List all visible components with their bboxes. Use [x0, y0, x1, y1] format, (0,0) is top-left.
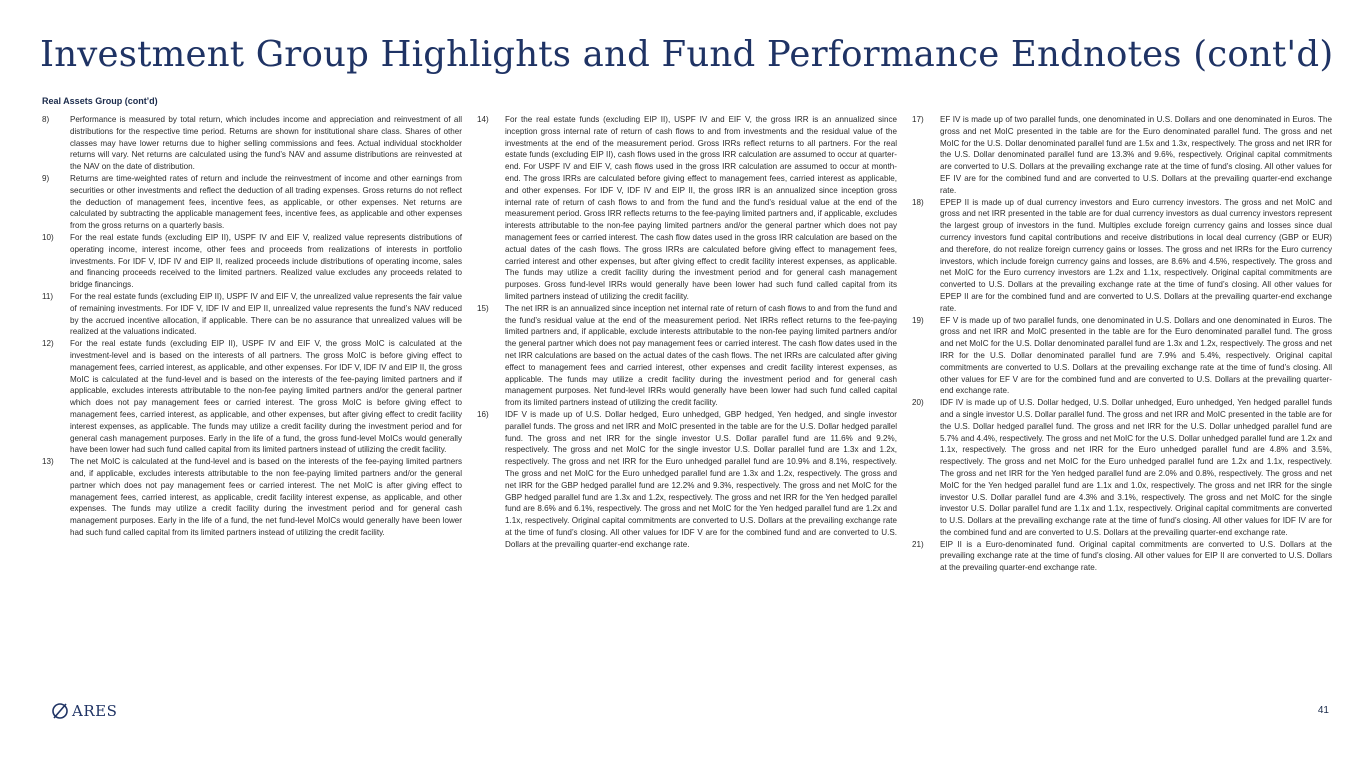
endnote-number: 17) — [912, 115, 924, 124]
endnote — [42, 114, 462, 173]
endnote — [42, 291, 462, 338]
endnote-number: 21) — [912, 539, 924, 549]
endnote-text: EIP II is a Euro-denominated fund. Original capital commitments are converted to U.S. Dollars at the prevailing exchange rate at the time of fund’s closing. All other values for EIP II are converted to U.S. Dollars at the prevailing quarter-end exchange rate. — [940, 539, 1332, 573]
endnote-number: 14) — [477, 115, 489, 124]
endnote-number: 19) — [912, 315, 924, 325]
endnote-number: 8) — [42, 115, 50, 124]
endnote — [912, 539, 1332, 574]
endnote-number: 18) — [912, 197, 924, 207]
endnote-text: Performance is measured by total return, which includes income and appreciation and reinvestment of all distributions for the respective time period. Returns are shown for institutional share class. Shares of other classes may have lower returns due to higher selling commissions and fees. Actual individual stockholder returns will vary. Net returns are calculated using the fund’s NAV and assume distributions are reinvested at the NAV on the date of distribution. — [70, 115, 462, 172]
ares-mark-icon — [50, 701, 70, 721]
endnote-number: 9) — [42, 173, 50, 183]
endnote — [42, 456, 462, 539]
endnote-text: Returns are time-weighted rates of return and include the reinvestment of income and other earnings from securities or other investments and reflect the deduction of all trading expenses. Gross returns do not reflect the deduction of management fees, incentive fees, as applicable, or other expenses. Net returns are calculated by subtracting the applicable management fees, incentive fees, as applicable and other expenses from the gross returns on a quarterly basis. — [70, 173, 462, 231]
endnote — [912, 397, 1332, 539]
endnote-number: 15) — [477, 303, 489, 313]
endnote-number: 11) — [42, 291, 54, 301]
endnotes-column-1 — [42, 114, 462, 539]
endnote-text: For the real estate funds (excluding EIP II), USPF IV and EIF V, realized value represents distributions of operating income, interest income, other fees and proceeds from realizations of interests in portfolio investments. For IDF V, IDF IV and EIP II, realized proceeds include distributions of operating income, sales and financing proceeds received to the limited partners. Realized value excludes any proceeds related to bridge financings. — [70, 232, 462, 290]
endnote — [477, 303, 897, 409]
endnote — [477, 409, 897, 551]
endnotes-column-3 — [912, 114, 1332, 574]
endnote-text: EF V is made up of two parallel funds, one denominated in U.S. Dollars and one denominated in Euros. The gross and net IRR and MoIC presented in the table are for the Euro denominated parallel fund. The gross and net MoIC for the U.S. Dollar denominated parallel fund are 1.3x and 1.2x, respectively. The gross and net IRR for the U.S. Dollar denominated parallel fund are 7.9% and 5.4%, respectively. Original capital commitments are converted to U.S. Dollars at the prevailing exchange rate at the time of fund’s closing. All other values for EF V are for the combined fund and are converted to U.S. Dollars at the prevailing quarter-end exchange rate. — [940, 315, 1332, 396]
endnote-text: The net MoIC is calculated at the fund-level and is based on the interests of the fee-paying limited partners and, if applicable, excludes interests attributable to the non fee-paying limited partners and/or the general partner which does not pay management fees or carried interest. The net MoIC is after giving effect to management fees, carried interest, as applicable, credit facility interest expense, as applicable, and other expenses. The funds may utilize a credit facility during the investment period and for general cash management purposes. Early in the life of a fund, the net fund-level MoICs would generally have been lower had such fund called capital from its limited partners instead of utilizing the credit facility. — [70, 457, 462, 537]
endnote — [912, 197, 1332, 315]
section-subtitle: Real Assets Group (cont’d) — [42, 96, 158, 106]
page-number: 41 — [1317, 705, 1329, 716]
endnote-text: IDF IV is made up of U.S. Dollar hedged, U.S. Dollar unhedged, Euro unhedged, Yen hedged parallel funds and a single investor U.S. Dollar parallel fund. The gross and net IRR and MoIC presented in the table are for the U.S. Dollar hedged parallel fund. The gross and net IRR for the U.S. Dollar unhedged parallel fund are 5.7% and 4.4%, respectively. The gross and net MoIC for the U.S. Dollar unhedged parallel fund are 1.2x and 1.1x, respectively. The gross and net IRR for the Euro unhedged parallel fund are 4.8% and 3.5%, respectively. The gross and net MoIC for the Euro unhedged parallel fund are 1.2x and 1.1x, respectively. The gross and net IRR for the Yen hedged parallel fund are 2.0% and 0.8%, respectively. The gross and net MoIC for the Yen hedged parallel fund are 1.1x and 1.0x, respectively. The gross and net IRR for the single investor U.S. Dollar parallel fund are 4.3% and 3.1%, respectively. The gross and net MoIC for the single investor U.S. Dollar parallel fund are 1.1x and 1.1x, respectively. Original capital commitments are converted to U.S. Dollars at the prevailing exchange rate at the time of fund’s closing. All other values for IDF IV are for the combined fund and are converted to U.S. Dollars at the prevailing quarter-end exchange rate. — [940, 398, 1332, 537]
endnote — [477, 114, 897, 303]
endnote-number: 16) — [477, 409, 489, 419]
endnote-number: 12) — [42, 339, 54, 349]
endnote-text: EF IV is made up of two parallel funds, one denominated in U.S. Dollars and one denominated in Euros. The gross and net MoIC presented in the table are for the Euro denominated parallel fund. The gross and net MoIC for the U.S. Dollar denominated parallel fund are 1.5x and 1.3x, respectively. The gross and net IRR for the U.S. Dollar denominated parallel fund are 13.3% and 9.6%, respectively. Original capital commitments are converted to U.S. Dollars at the prevailing exchange rate at the time of fund’s closing. All other values for EF IV are for the combined fund and are converted to U.S. Dollars at the prevailing quarter-end exchange rate. — [940, 115, 1332, 195]
endnote-text: EPEP II is made up of dual currency investors and Euro currency investors. The gross and net MoIC and gross and net IRR presented in the table are for dual currency investors as dual currency investors represent the largest group of investors in the fund. Multiples exclude foreign currency gains and losses since dual currency investors fund capital contributions and receive distributions in local deal currency (GBP or EUR) and therefore, do not realize foreign currency gains or losses. The gross and net IRRs for the Euro currency investors, which include foreign currency gains and losses, are 8.6% and 4.5%, respectively. The gross and net MoIC for the Euro currency investors are 1.2x and 1.1x, respectively. Original capital commitments are converted to U.S. Dollars at the prevailing exchange rate at the time of fund’s closing. All other values for EPEP II are for the combined fund and are converted to U.S. Dollars at the prevailing quarter-end exchange rate. — [940, 197, 1332, 313]
endnote — [912, 114, 1332, 197]
endnote-text: IDF V is made up of U.S. Dollar hedged, Euro unhedged, GBP hedged, Yen hedged, and single investor parallel funds. The gross and net IRR and MoIC presented in the table are for the U.S. Dollar hedged parallel fund. The gross and net IRR for the single investor U.S. Dollar parallel fund are 11.6% and 9.2%, respectively. The gross and net MoIC for the single investor U.S. Dollar parallel fund are 1.3x and 1.2x, respectively. The gross and net IRR for the Euro unhedged parallel fund are 10.9% and 8.1%, respectively. The gross and net MoIC for the Euro unhedged parallel fund are 1.3x and 1.2x, respectively. The gross and net IRR for the GBP hedged parallel fund are 12.2% and 9.3%, respectively. The gross and net MoIC for the GBP hedged parallel fund are 1.3x and 1.2x, respectively. The gross and net IRR for the Yen hedged parallel fund are 8.6% and 6.1%, respectively. The gross and net MoIC for the Yen hedged parallel fund are 1.2x and 1.1x, respectively. Original capital commitments are converted to U.S. Dollars at the prevailing exchange rate at the time of fund’s closing. All other values for IDF V are for the combined fund and are converted to U.S. Dollars at the prevailing quarter-end exchange rate. — [505, 409, 897, 549]
endnote — [912, 315, 1332, 398]
logo-wordmark: ARES — [72, 702, 118, 720]
endnote — [42, 338, 462, 456]
endnote-text: For the real estate funds (excluding EIP II), USPF IV and EIF V, the gross IRR is an annualized since inception gross internal rate of return of cash flows to and from investments and the residual value of the investments at the end of the measurement period. Gross IRRs reflect returns to all partners. For the real estate funds (excluding EIP II), cash flows used in the gross IRR calculation are assumed to occur at quarter-end. For USPF IV and EIF V, cash flows used in the gross IRR calculation are assumed to occur at month-end. The gross IRRs are calculated before giving effect to management fees, carried interest as applicable, and other expenses. For IDF V, IDF IV and EIP II, the gross IRR is an annualized since inception gross internal rate of return of cash flows to and from the fund and the fund’s residual value at the end of the measurement period. Gross IRR reflects returns to the fee-paying limited partners and, if applicable, excludes interests attributable to the non-fee paying limited partners and/or the general partner which does not pay management fees or carried interest. The cash flow dates used in the gross IRR calculation are based on the actual dates of the cash flows. The gross IRRs are calculated before giving effect to management fees, carried interest and other expenses, but after giving effect to credit facility interest expenses, as applicable. The funds may utilize a credit facility during the investment period and for general cash management purposes. Gross fund-level IRRs would generally have been lower had such fund called capital from its limited partners instead of utilizing the credit facility. — [505, 115, 897, 301]
ares-logo — [50, 700, 117, 722]
endnote-text: For the real estate funds (excluding EIP II), USPF IV and EIF V, the gross MoIC is calculated at the investment-level and is based on the interests of all partners. The gross MoIC is before giving effect to management fees, carried interest, as applicable, and other expenses. For IDF V, IDF IV and EIP II, the gross MoIC is calculated at the fund-level and is based on the interests of the fee-paying limited partners and if applicable, excludes interests attributable to the non-fee paying limited partners and/or the general partner which does not pay management fees or carried interest. The gross MoIC is before giving effect to management fees, carried interest, as applicable, and other expenses, but after giving effect to credit facility interest expenses, as applicable. The funds may utilize a credit facility during the investment period and for general cash management purposes. Early in the life of a fund, the gross fund-level MoICs would generally have been lower had such fund called capital from its limited partners instead of utilizing the credit facility. — [70, 339, 462, 455]
endnote — [42, 173, 462, 232]
endnote-number: 13) — [42, 457, 54, 467]
endnote — [42, 232, 462, 291]
endnote-text: For the real estate funds (excluding EIP II), USPF IV and EIF V, the unrealized value represents the fair value of remaining investments. For IDF V, IDF IV and EIP II, unrealized value represents the fund’s NAV reduced by the accrued incentive allocation, if applicable. There can be no assurance that unrealized values will be realized at the valuations indicated. — [70, 291, 462, 337]
endnote-number: 10) — [42, 232, 54, 242]
page-title: Investment Group Highlights and Fund Performance Endnotes (cont'd) — [40, 34, 1334, 75]
endnote-number: 20) — [912, 398, 924, 408]
endnotes-column-2 — [477, 114, 897, 550]
endnote-text: The net IRR is an annualized since inception net internal rate of return of cash flows to and from the fund and the fund’s residual value at the end of the measurement period. Net IRRs reflect returns to the fee-paying limited partners and, if applicable, exclude interests attributable to the non-fee paying limited partners and/or the general partner which does not pay management fees or carried interest. The cash flow dates used in the net IRR calculations are based on the actual dates of the cash flows. The net IRRs are calculated after giving effect to management fees and carried interest, other expenses and credit facility interest expenses, as applicable. The funds may utilize a credit facility during the investment period and for general cash management purposes. Net fund-level IRRs would generally have been lower had such fund called capital from its limited partners instead of utilizing the credit facility. — [505, 303, 897, 408]
